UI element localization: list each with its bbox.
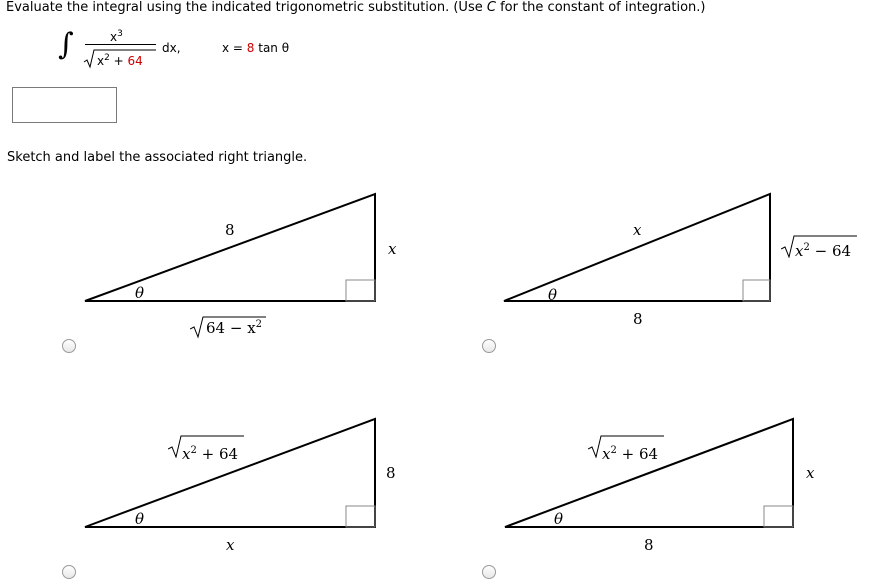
question-text — [6, 0, 705, 15]
sub-eq: = — [229, 41, 247, 55]
option-3-hyp-exp: 2 — [190, 445, 197, 456]
option-2-radio[interactable] — [482, 339, 496, 353]
radicand-x: x — [97, 54, 105, 68]
option-3-angle-label: θ — [135, 510, 145, 528]
option-4-hyp-x: x — [602, 445, 611, 463]
sub-theta: θ — [281, 41, 290, 55]
option-3-hyp-x: x — [182, 445, 191, 463]
dx-label: dx, — [162, 41, 181, 55]
option-1-base-text: 64 − x — [206, 319, 256, 337]
radicand-plus: + — [109, 54, 128, 68]
option-3-radio[interactable] — [62, 565, 76, 579]
option-2-vert-label — [795, 242, 851, 260]
answer-input[interactable] — [12, 87, 117, 123]
integral-sign: ∫ — [58, 27, 74, 62]
integral-radicand — [97, 53, 143, 68]
option-4-base-label: 8 — [644, 536, 654, 554]
option-3-base-label: x — [226, 536, 235, 554]
option-4-vert-label: x — [806, 464, 815, 482]
option-1-hyp-label: 8 — [225, 221, 235, 239]
option-1-base-label — [206, 319, 262, 337]
option-1-angle-label: θ — [135, 284, 145, 302]
option-3-hyp-label — [182, 445, 238, 463]
sub-coef: 8 — [246, 41, 255, 55]
option-2-vert-x: x — [795, 242, 804, 260]
option-2-vert-exp: 2 — [803, 242, 810, 253]
option-4-radio[interactable] — [482, 565, 496, 579]
option-2-angle-label: θ — [548, 286, 558, 304]
option-2-triangle — [500, 190, 780, 310]
option-4-hyp-exp: 2 — [610, 445, 617, 456]
constant-letter: C — [486, 0, 496, 15]
radicand-exp: 2 — [104, 53, 110, 63]
sub-tan: tan — [254, 41, 282, 55]
sketch-prompt: Sketch and label the associated right triangle. — [7, 150, 308, 165]
integral-numerator — [110, 29, 123, 44]
sub-x: x — [222, 41, 230, 55]
radicand-const: 64 — [127, 54, 143, 68]
option-4-angle-label: θ — [554, 510, 564, 528]
option-2-vert-rest: − 64 — [809, 242, 852, 260]
option-1-radio[interactable] — [62, 339, 76, 353]
option-4-hyp-rest: + 64 — [616, 445, 659, 463]
question-suffix: for the constant of integration.) — [495, 0, 706, 15]
question-prefix: Evaluate the integral using the indicated trigonometric substitution. (Use — [6, 0, 487, 15]
option-1-vert-label: x — [388, 240, 397, 258]
option-3-hyp-rest: + 64 — [196, 445, 239, 463]
option-2-base-label: 8 — [633, 310, 643, 328]
substitution — [222, 41, 289, 55]
option-1-triangle — [80, 190, 380, 310]
option-1-base-exp: 2 — [255, 319, 263, 330]
numerator-x: x — [110, 30, 118, 44]
option-4-hyp-label — [602, 445, 658, 463]
numerator-exp: 3 — [117, 29, 123, 39]
option-2-hyp-label: x — [633, 221, 642, 239]
option-3-vert-label: 8 — [386, 464, 396, 482]
